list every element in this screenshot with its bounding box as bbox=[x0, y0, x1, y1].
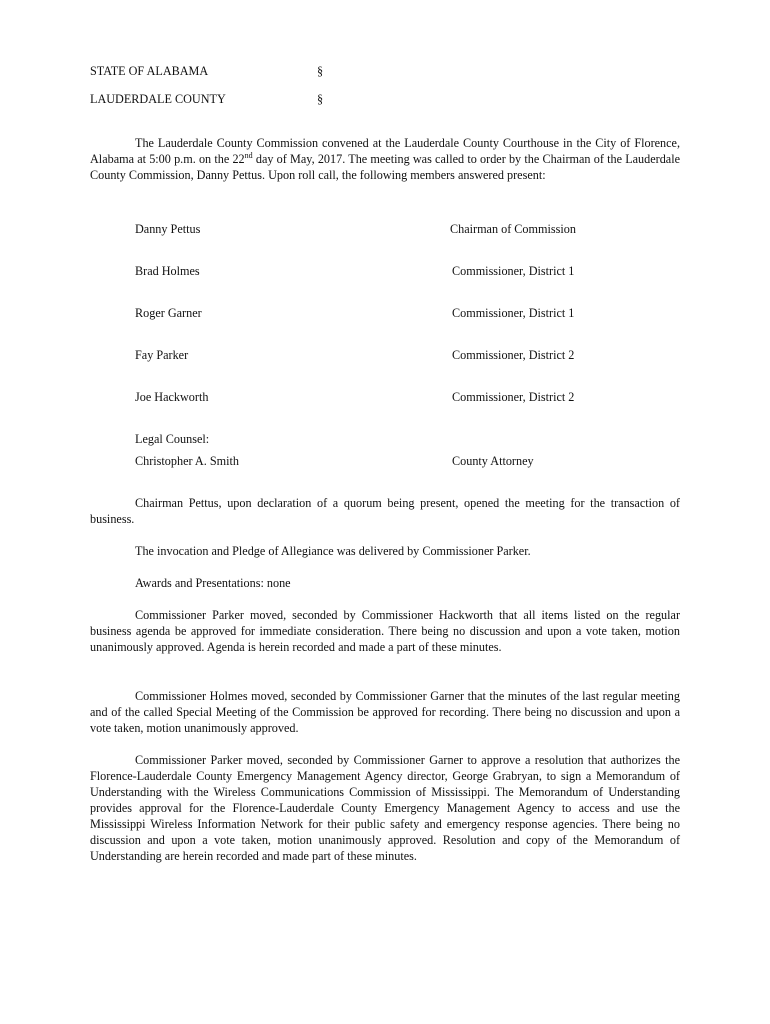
member-title: Commissioner, District 2 bbox=[452, 390, 575, 404]
member-title: Commissioner, District 1 bbox=[452, 306, 575, 320]
member-name: Brad Holmes bbox=[135, 264, 200, 278]
awards-paragraph: Awards and Presentations: none bbox=[135, 576, 291, 590]
agenda-paragraph: Commissioner Parker moved, seconded by Commissioner Hackworth that all items listed on the regular business agenda be approved for immediate consideration. There being no discussion and upon a vote taken, motion unanimously approved. Agenda is herein recorded and made a part of these minutes. bbox=[90, 608, 680, 654]
member-name: Joe Hackworth bbox=[135, 390, 209, 404]
minutes-paragraph: Commissioner Holmes moved, seconded by Commissioner Garner that the minutes of the last regular meeting and of the called Special Meeting of the Commission be approved for recording. There being no discussion and upon a vote taken, motion unanimously approved. bbox=[90, 689, 680, 735]
member-title: Chairman of Commission bbox=[450, 222, 576, 236]
member-title: Commissioner, District 1 bbox=[452, 264, 575, 278]
quorum-paragraph: Chairman Pettus, upon declaration of a quorum being present, opened the meeting for the transaction of business. bbox=[90, 496, 680, 526]
ordinal-suffix: nd bbox=[244, 150, 253, 160]
member-name: Fay Parker bbox=[135, 348, 189, 362]
legal-counsel-title: County Attorney bbox=[452, 454, 534, 468]
resolution-paragraph: Commissioner Parker moved, seconded by Commissioner Garner to approve a resolution that authorizes the Florence-Lauderdale County Emergency Management Agency director, George Grabryan, to sign a Memorandum of Understanding with the Wireless Communications Commission of Mississippi. The Memorandum of Understanding provides approval for the Florence-Lauderdale County Emergency Management Agency to access and use the Mississippi Wireless Information Network for their public safety and emergency response agencies. There being no discussion and upon a vote taken, motion unanimously approved. Resolution and copy of the Memorandum of Understanding are herein recorded and made part of these minutes. bbox=[90, 753, 680, 863]
legal-counsel-label: Legal Counsel: bbox=[135, 432, 210, 446]
legal-counsel-name: Christopher A. Smith bbox=[135, 454, 239, 468]
state-label: STATE OF ALABAMA bbox=[90, 64, 209, 78]
invocation-paragraph: The invocation and Pledge of Allegiance was delivered by Commissioner Parker. bbox=[135, 544, 531, 558]
intro-paragraph: The Lauderdale County Commission convened at the Lauderdale County Courthouse in the City of Florence, Alabama at 5:00 p.m. on the 22nd day of May, 2017. The meeting was called to order by the Chairman of the Lauderdale County Commission, Danny Pettus. Upon roll call, the following members answered present: bbox=[90, 136, 680, 182]
member-name: Danny Pettus bbox=[135, 222, 201, 236]
member-title: Commissioner, District 2 bbox=[452, 348, 575, 362]
member-name: Roger Garner bbox=[135, 306, 202, 320]
section-mark-county: § bbox=[317, 92, 324, 106]
section-mark-state: § bbox=[317, 64, 324, 78]
county-label: LAUDERDALE COUNTY bbox=[90, 92, 226, 106]
